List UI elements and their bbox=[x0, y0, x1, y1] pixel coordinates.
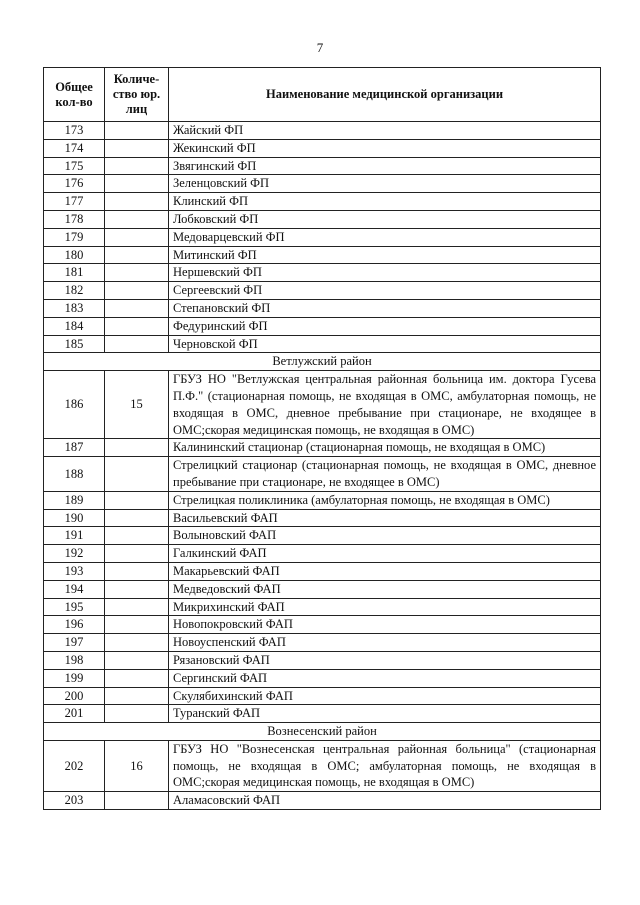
row-number: 180 bbox=[44, 246, 105, 264]
row-count bbox=[105, 545, 169, 563]
row-number: 184 bbox=[44, 317, 105, 335]
district-row bbox=[44, 723, 601, 741]
row-count: 15 bbox=[105, 371, 169, 439]
row-name: Жекинский ФП bbox=[169, 139, 601, 157]
district-name: Вознесенский район bbox=[44, 723, 601, 741]
header-count: Количе-ство юр. лиц bbox=[105, 68, 169, 122]
row-number: 201 bbox=[44, 705, 105, 723]
row-count bbox=[105, 616, 169, 634]
table-row bbox=[44, 193, 601, 211]
row-count bbox=[105, 792, 169, 810]
row-name: Лобковский ФП bbox=[169, 210, 601, 228]
row-count bbox=[105, 598, 169, 616]
row-number: 195 bbox=[44, 598, 105, 616]
row-count bbox=[105, 122, 169, 140]
row-name: Медведовский ФАП bbox=[169, 580, 601, 598]
table-row bbox=[44, 139, 601, 157]
table-row bbox=[44, 122, 601, 140]
row-number: 198 bbox=[44, 651, 105, 669]
row-name: Медоварцевский ФП bbox=[169, 228, 601, 246]
table-row bbox=[44, 527, 601, 545]
table-row bbox=[44, 562, 601, 580]
row-name: Клинский ФП bbox=[169, 193, 601, 211]
table-row bbox=[44, 687, 601, 705]
row-number: 197 bbox=[44, 634, 105, 652]
table-row bbox=[44, 210, 601, 228]
row-number: 200 bbox=[44, 687, 105, 705]
row-number: 192 bbox=[44, 545, 105, 563]
table-row bbox=[44, 705, 601, 723]
row-count bbox=[105, 264, 169, 282]
row-number: 178 bbox=[44, 210, 105, 228]
row-count bbox=[105, 457, 169, 492]
row-name: Сергеевский ФП bbox=[169, 282, 601, 300]
table-row bbox=[44, 616, 601, 634]
row-count bbox=[105, 634, 169, 652]
row-number: 185 bbox=[44, 335, 105, 353]
row-name: Федуринский ФП bbox=[169, 317, 601, 335]
header-total: Общее кол-во bbox=[44, 68, 105, 122]
row-name: Нершевский ФП bbox=[169, 264, 601, 282]
row-count bbox=[105, 580, 169, 598]
row-number: 181 bbox=[44, 264, 105, 282]
row-number: 173 bbox=[44, 122, 105, 140]
row-name: Стрелицкая поликлиника (амбулаторная помощь, не входящая в ОМС) bbox=[169, 491, 601, 509]
row-count bbox=[105, 246, 169, 264]
table-row bbox=[44, 580, 601, 598]
row-name: Калининский стационар (стационарная помощь, не входящая в ОМС) bbox=[169, 439, 601, 457]
row-count bbox=[105, 282, 169, 300]
row-count bbox=[105, 317, 169, 335]
row-name: Новопокровский ФАП bbox=[169, 616, 601, 634]
row-count bbox=[105, 335, 169, 353]
row-name: Микрихинский ФАП bbox=[169, 598, 601, 616]
page-number: 7 bbox=[316, 40, 324, 55]
header-name: Наименование медицинской организации bbox=[169, 68, 601, 122]
district-name: Ветлужский район bbox=[44, 353, 601, 371]
table-body bbox=[44, 122, 601, 810]
row-name: Аламасовский ФАП bbox=[169, 792, 601, 810]
table-header-row bbox=[44, 68, 601, 122]
row-name: Макарьевский ФАП bbox=[169, 562, 601, 580]
row-count bbox=[105, 299, 169, 317]
row-name: Черновской ФП bbox=[169, 335, 601, 353]
table-row bbox=[44, 282, 601, 300]
table-row bbox=[44, 651, 601, 669]
table-row bbox=[44, 740, 601, 791]
row-number: 193 bbox=[44, 562, 105, 580]
row-count bbox=[105, 228, 169, 246]
row-name: ГБУЗ НО "Ветлужская центральная районная больница им. доктора Гусева П.Ф." (стационарная помощь, не входящая в ОМС, амбулаторная помощь, не входящая в ОМС, дневное пребывание при стационаре, не входящее в ОМС;скорая медицинская помощь, не входящая в ОМС) bbox=[169, 371, 601, 439]
table-row bbox=[44, 246, 601, 264]
row-number: 182 bbox=[44, 282, 105, 300]
table-row bbox=[44, 439, 601, 457]
row-number: 194 bbox=[44, 580, 105, 598]
row-name: Звягинский ФП bbox=[169, 157, 601, 175]
row-count bbox=[105, 705, 169, 723]
row-count: 16 bbox=[105, 740, 169, 791]
row-name: Туранский ФАП bbox=[169, 705, 601, 723]
row-number: 179 bbox=[44, 228, 105, 246]
row-number: 177 bbox=[44, 193, 105, 211]
table-row bbox=[44, 457, 601, 492]
table-row bbox=[44, 669, 601, 687]
row-number: 187 bbox=[44, 439, 105, 457]
district-row bbox=[44, 353, 601, 371]
table-row bbox=[44, 598, 601, 616]
row-name: Васильевский ФАП bbox=[169, 509, 601, 527]
row-count bbox=[105, 175, 169, 193]
row-number: 175 bbox=[44, 157, 105, 175]
row-name: Скулябихинский ФАП bbox=[169, 687, 601, 705]
row-name: Степановский ФП bbox=[169, 299, 601, 317]
row-number: 189 bbox=[44, 491, 105, 509]
table-row bbox=[44, 175, 601, 193]
row-number: 199 bbox=[44, 669, 105, 687]
table-row bbox=[44, 299, 601, 317]
row-count bbox=[105, 210, 169, 228]
row-name: Жайский ФП bbox=[169, 122, 601, 140]
row-count bbox=[105, 527, 169, 545]
row-name: ГБУЗ НО "Вознесенская центральная районная больница" (стационарная помощь, не входящая в ОМС; амбулаторная помощь, не входящая в ОМС;скорая медицинская помощь, не входящая в ОМС) bbox=[169, 740, 601, 791]
row-name: Зеленцовский ФП bbox=[169, 175, 601, 193]
row-number: 202 bbox=[44, 740, 105, 791]
row-count bbox=[105, 669, 169, 687]
row-count bbox=[105, 651, 169, 669]
row-number: 183 bbox=[44, 299, 105, 317]
row-count bbox=[105, 139, 169, 157]
row-count bbox=[105, 439, 169, 457]
medical-organizations-table bbox=[43, 67, 601, 810]
row-count bbox=[105, 157, 169, 175]
row-name: Стрелицкий стационар (стационарная помощь, не входящая в ОМС, дневное пребывание при стационаре, не входящее в ОМС) bbox=[169, 457, 601, 492]
row-number: 190 bbox=[44, 509, 105, 527]
table-row bbox=[44, 545, 601, 563]
row-count bbox=[105, 193, 169, 211]
row-name: Митинский ФП bbox=[169, 246, 601, 264]
row-name: Галкинский ФАП bbox=[169, 545, 601, 563]
row-count bbox=[105, 509, 169, 527]
row-number: 188 bbox=[44, 457, 105, 492]
row-number: 174 bbox=[44, 139, 105, 157]
row-number: 176 bbox=[44, 175, 105, 193]
row-name: Сергинский ФАП bbox=[169, 669, 601, 687]
table-row bbox=[44, 792, 601, 810]
row-count bbox=[105, 491, 169, 509]
table-row bbox=[44, 491, 601, 509]
row-count bbox=[105, 562, 169, 580]
row-name: Рязановский ФАП bbox=[169, 651, 601, 669]
row-count bbox=[105, 687, 169, 705]
row-name: Волыновский ФАП bbox=[169, 527, 601, 545]
table-row bbox=[44, 157, 601, 175]
row-name: Новоуспенский ФАП bbox=[169, 634, 601, 652]
table-row bbox=[44, 371, 601, 439]
row-number: 196 bbox=[44, 616, 105, 634]
table-row bbox=[44, 228, 601, 246]
table-row bbox=[44, 264, 601, 282]
table-row bbox=[44, 634, 601, 652]
table-row bbox=[44, 335, 601, 353]
table-row bbox=[44, 509, 601, 527]
row-number: 191 bbox=[44, 527, 105, 545]
row-number: 203 bbox=[44, 792, 105, 810]
row-number: 186 bbox=[44, 371, 105, 439]
table-row bbox=[44, 317, 601, 335]
